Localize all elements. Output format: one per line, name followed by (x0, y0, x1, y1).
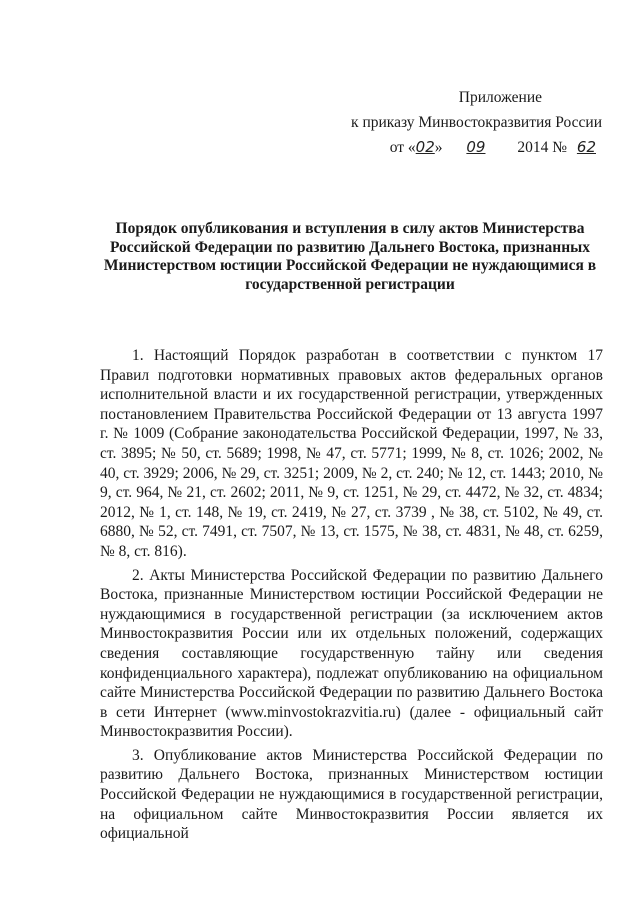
handwritten-day: 02 (415, 138, 435, 156)
handwritten-month: 09 (466, 138, 486, 156)
appendix-label: Приложение (458, 89, 542, 106)
order-reference: к приказу Минвостокразвития России (351, 114, 602, 131)
year-number-label: 2014 № (517, 139, 568, 156)
paragraph-1: 1. Настоящий Порядок разработан в соответствии с пунктом 17 Правил подготовки нормативных правовых актов федеральных органов исполнительной власти и их государственной регистрации, утвержденных постановлением Правительства Российской Федерации от 13 августа 1997 г. № 1009 (Собрание законодательства Российской Федерации, 1997, № 33, ст. 3895; № 50, ст. 5689; 1998, № 47, ст. 5771; 1999, № 8, ст. 1026; 2002, № 40, ст. 3929; 2006, № 29, ст. 3251; 2009, № 2, ст. 240; № 12, ст. 1443; 2010, № 9, ст. 964, № 21, ст. 2602; 2011, № 9, ст. 1251, № 29, ст. 4472, № 32, ст. 4834; 2012, № 1, ст. 148, № 19, ст. 2419, № 27, ст. 3739 , № 38, ст. 5102, № 49, ст. 6880, № 52, ст. 7491, ст. 7507, № 13, ст. 1575, № 38, ст. 4831, № 48, ст. 6259, № 8, ст. 816). (100, 347, 603, 560)
paragraph-3: 3. Опубликование актов Министерства Российской Федерации по развитию Дальнего Востока, признанных Министерством юстиции Российской Федерации не нуждающимися в государственной регистрации, на официальном сайте Минвостокразвития России является их официальной (100, 746, 603, 843)
document-title: Порядок опубликования и вступления в силу актов Министерства Российской Федерации по развитию Дальнего Востока, признанных Министерством юстиции Российской Федерации не нуждающимися в государственной регистрации (103, 220, 597, 293)
appendix-header (342, 85, 602, 160)
date-prefix: от « (389, 139, 416, 156)
handwritten-order-number: 62 (576, 138, 596, 156)
order-date-line (342, 135, 602, 160)
paragraph-2: 2. Акты Министерства Российской Федерации по развитию Дальнего Востока, признанные Министерством юстиции Российской Федерации не нуждающимися в государственной регистрации (за исключением актов Минвостокразвития России или их отдельных положений, содержащих сведения составляющие государственную тайну или сведения конфиденциального характера), подлежат опубликованию на официальном сайте Министерства Российской Федерации по развитию Дальнего Востока в сети Интернет (www.minvostokrazvitia.ru) (далее - официальный сайт Минвостокразвития России). (100, 566, 603, 741)
document-body (100, 346, 603, 848)
day-close: » (434, 139, 443, 156)
